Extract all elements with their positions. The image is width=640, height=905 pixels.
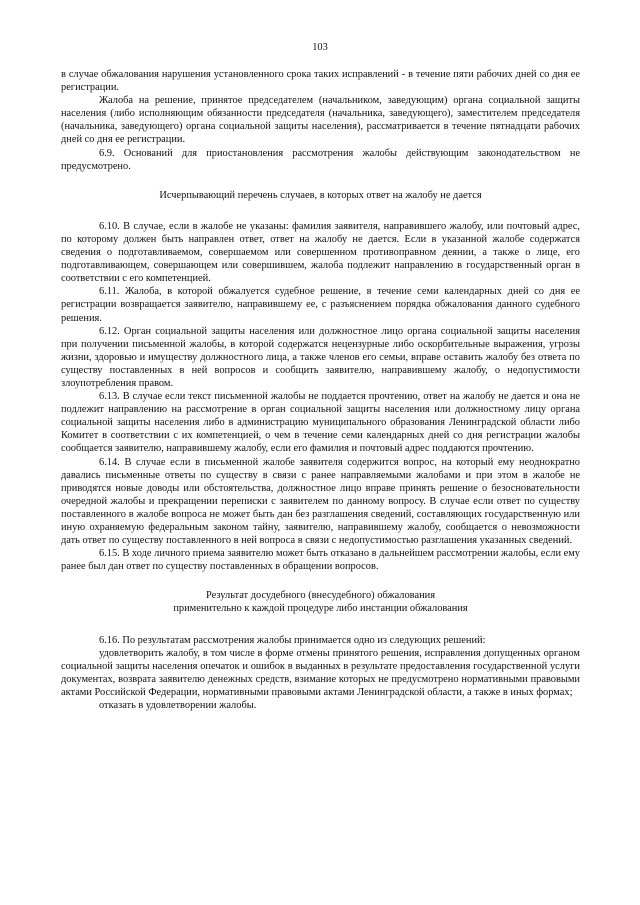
paragraph: 6.10. В случае, если в жалобе не указаны: фамилия заявителя, направившего жалобу, или почтовый адрес, по которому должен быть направлен ответ, ответ на жалобу не дается. Если в указанной жалобе содержатся сведения о подготавливаемом, совершаемом или совершенном противоправном деянии, а также о лице, его подготавливающем, совершающем или совершившем, жалоба подлежит направлению в государственный орган в соответствии с его компетенцией. [61,220,580,285]
paragraph: 6.12. Орган социальной защиты населения или должностное лицо органа социальной защиты населения при получении письменной жалобы, в которой содержатся нецензурные либо оскорбительные выражения, угрозы жизни, здоровью и имуществу должностного лица, а также членов его семьи, вправе оставить жалобу без ответа по существу поставленных в ней вопросов и сообщить заявителю, направившему жалобу, о недопустимости злоупотребления правом. [61,325,580,389]
section-heading-line: применительно к каждой процедуре либо инстанции обжалования [173,603,468,615]
paragraph: 6.13. В случае если текст письменной жалобы не поддается прочтению, ответ на жалобу не дается и она не подлежит направлению на рассмотрение в орган социальной защиты населения или должностному лицу органа социальной защиты населения либо в администрацию муниципального образования Ленинградской области либо Комитет в соответствии с их компетенцией, о чем в течение семи календарных дней со дня регистрации жалобы сообщается заявителю, направившему жалобу, если его фамилия и почтовый адрес поддаются прочтению. [61,391,580,455]
paragraph: в случае обжалования нарушения установленного срока таких исправлений - в течение пяти рабочих дней со дня ее регистрации. [61,69,580,94]
section-heading-line: Результат досудебного (внесудебного) обжалования [206,590,435,602]
paragraph: 6.15. В ходе личного приема заявителю может быть отказано в дальнейшем рассмотрении жалобы, если ему ранее был дан ответ по существу поставленных в обращении вопросов. [61,548,580,573]
paragraph: 6.11. Жалоба, в которой обжалуется судебное решение, в течение семи календарных дней со дня ее регистрации возвращается заявителю, направившему ее, с разъяснением порядка обжалования данного судебного решения. [61,286,580,324]
paragraph: Жалоба на решение, принятое председателем (начальником, заведующим) органа социальной защиты населения (либо исполняющим обязанности председателя (начальника, заведующего), заместителем председателя (начальника, заведующего) органа социальной защиты населения), рассматривается в течение пятнадцати рабочих дней со дня ее регистрации. [61,95,580,146]
section-heading: Исчерпывающий перечень случаев, в которых ответ на жалобу не дается [159,189,482,201]
page-number: 103 [312,42,328,53]
paragraph: 6.16. По результатам рассмотрения жалобы принимается одно из следующих решений: [99,634,486,646]
paragraph: удовлетворить жалобу, в том числе в форме отмены принятого решения, исправления допущенных органом социальной защиты населения опечаток и ошибок в выданных в результате предоставления государственной услуги документах, возврата заявителю денежных средств, взимание которых не предусмотрено нормативными правовыми актами Российской Федерации, нормативными правовыми актами Ленинградской области, а также в иных формах; [61,647,580,698]
section-heading [61,589,580,615]
paragraph: 6.14. В случае если в письменной жалобе заявителя содержится вопрос, на который ему неоднократно давались письменные ответы по существу в связи с ранее направляемыми жалобами и при этом в жалобе не приводятся новые доводы или обстоятельства, должностное лицо вправе принять решение о безосновательности очередной жалобы и прекращении переписки с заявителем по данному вопросу. В случае если ответ по существу поставленного в жалобе вопроса не может быть дан без разглашения сведений, составляющих государственную или иную охраняемую федеральным законом тайну, заявителю, направившему жалобу, сообщается о невозможности дать ответ по существу поставленного в ней вопроса в связи с недопустимостью разглашения указанных сведений. [61,456,580,547]
document-body [61,68,580,712]
paragraph: 6.9. Оснований для приостановления рассмотрения жалобы действующим законодательством не предусмотрено. [61,147,580,172]
paragraph: отказать в удовлетворении жалобы. [99,700,257,712]
